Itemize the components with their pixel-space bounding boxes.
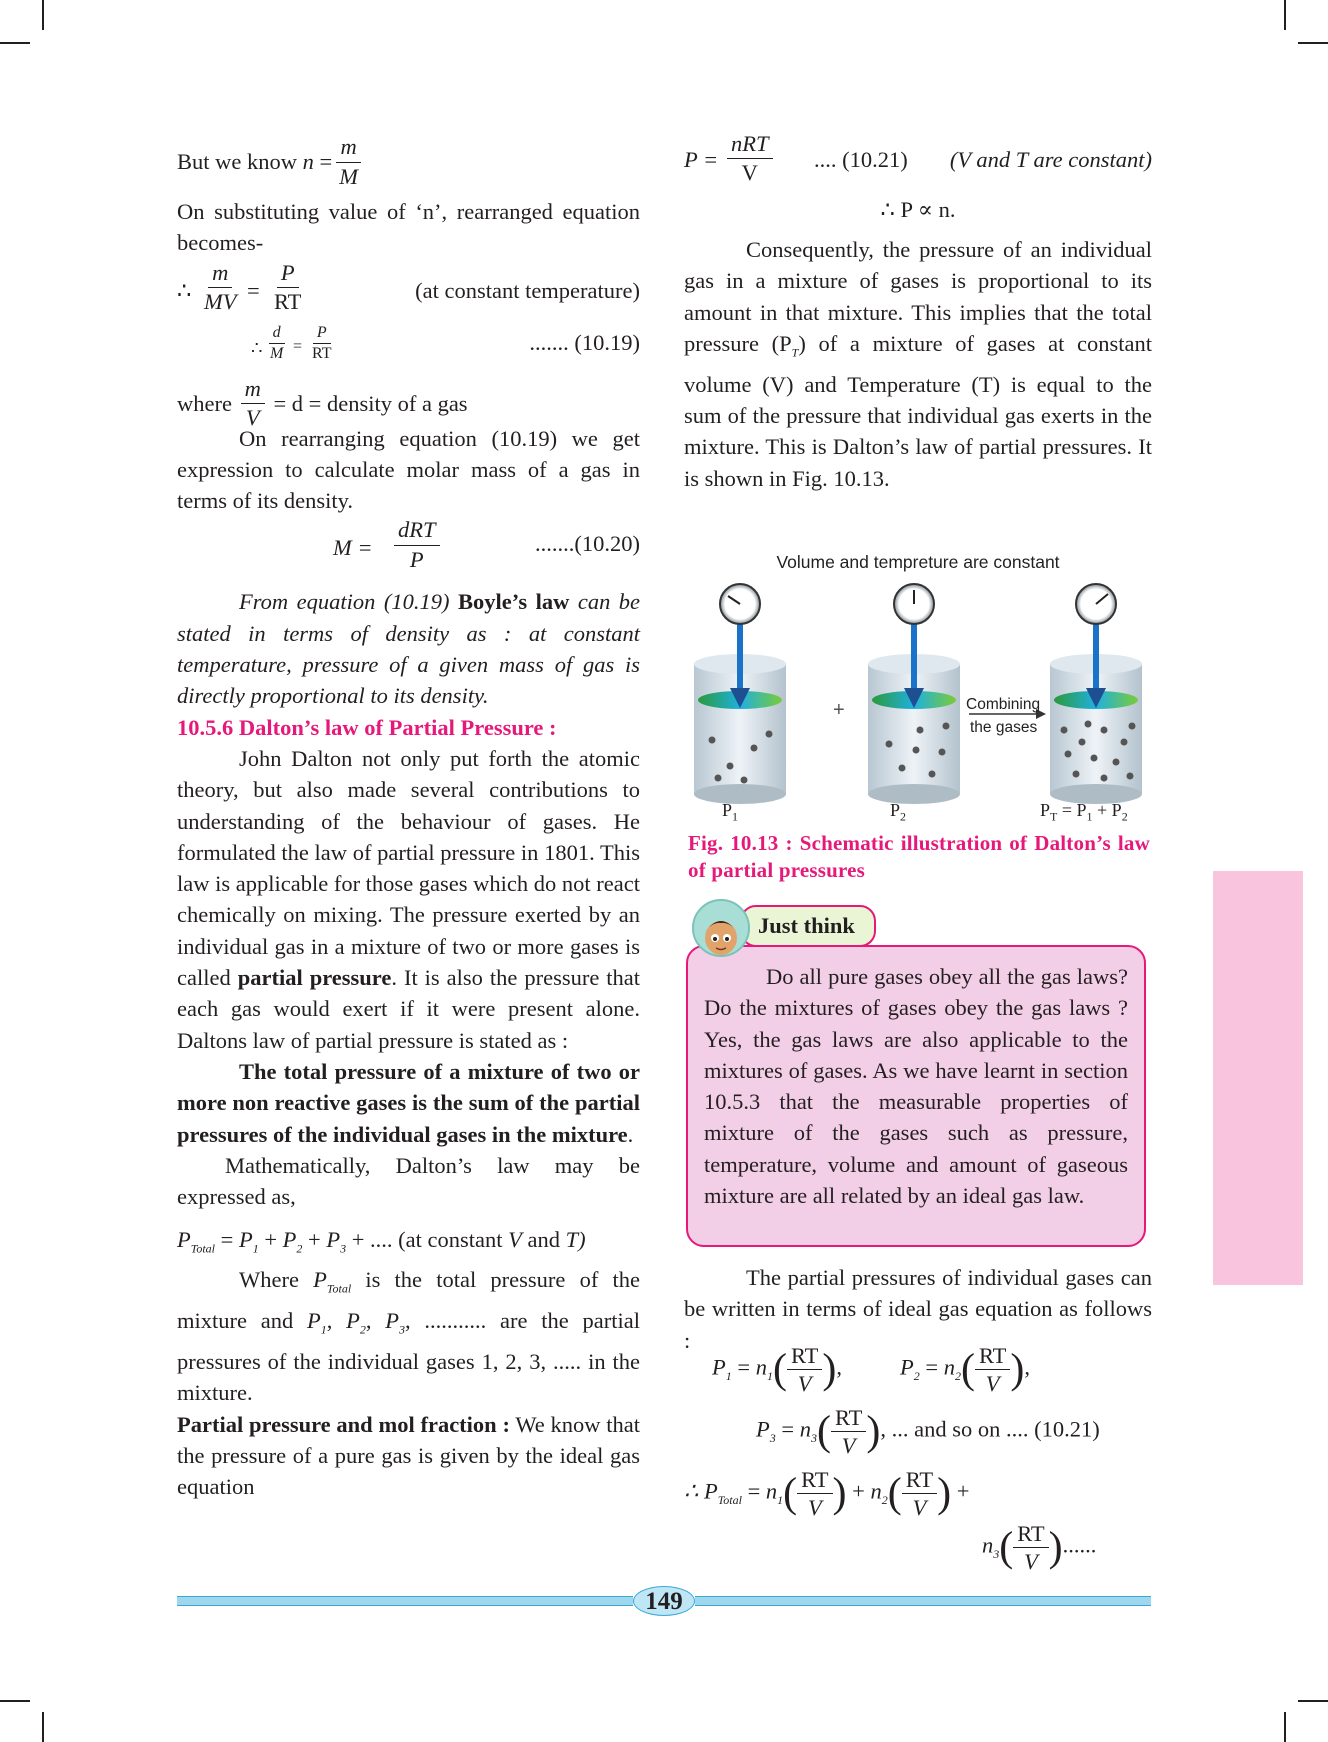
note: (V and T are constant) [949, 147, 1152, 172]
footer-rule-left [177, 1596, 633, 1606]
chapter-side-tab [1213, 871, 1303, 1285]
var: V [508, 1227, 522, 1253]
just-think-text [704, 961, 1128, 1211]
text: , ... and so on .... (10.21) [880, 1416, 1100, 1442]
bold-term: partial [237, 965, 303, 991]
ptotal-equation: $P_{Total} = P_1 + P_2 + P_3$ + .... (at constant V and T) [177, 1227, 586, 1256]
var: P [326, 1227, 341, 1253]
numerator: RT [797, 1466, 832, 1494]
text: can be stated in terms of density as : at constant temperature, pressure of a given mass of gas is directly proportional to its density. [177, 589, 641, 709]
text: From equation (10.19) [239, 589, 450, 615]
denominator: V [741, 160, 758, 186]
eq-p3: $P_3 = n_3$( $\frac{RT}{V}$ ), ... and so on .... (10.21) [756, 1405, 1100, 1458]
crop-mark [1284, 1712, 1286, 1742]
page-number: 149 [633, 1586, 695, 1616]
crop-mark [0, 42, 30, 44]
text: We know that the pressure of a pure gas is given by the ideal gas equation [177, 1411, 640, 1500]
var: n [302, 149, 314, 175]
container-pt [1050, 584, 1142, 804]
var: n [765, 1478, 778, 1504]
var: P [282, 1227, 297, 1253]
text: and [527, 1227, 561, 1253]
subscript: 2 [913, 1369, 920, 1384]
numerator: RT [787, 1342, 822, 1370]
bold-term: pressure [309, 965, 392, 991]
denominator: V [1024, 1549, 1038, 1574]
numerator: RT [831, 1404, 866, 1432]
where-ptotal-para: Where $P_{Total}$ is the total pressure of the mixture and $P_1$, $P_2$, $P_3$, ........... are the partial pressures of the individual gases 1, 2, 3, ..... in the mixture. [177, 1267, 641, 1406]
var: n [799, 1416, 811, 1442]
crop-mark [0, 1700, 30, 1702]
var: P [756, 1416, 770, 1442]
crop-mark [42, 1712, 44, 1742]
numerator: RT [975, 1342, 1010, 1370]
equation-10-19: ∴ $\frac{d}{M}$ = $\frac{P}{RT}$ ....... (10.19) [251, 323, 640, 362]
subscript: T [791, 345, 799, 360]
var: P [900, 1354, 914, 1380]
text: ........... are the partial pressures of the individual gases 1, 2, 3, ..... in the mixture. [177, 1308, 640, 1406]
text: . It is also the pressure that each gas would exert if it were present alone. Daltons law of partial pressure is stated as : [177, 965, 641, 1053]
numerator: m [241, 375, 265, 404]
crop-mark [42, 0, 44, 30]
denominator: V [807, 1495, 822, 1520]
note: (at constant temperature) [415, 277, 640, 303]
equation-label: ....... (10.19) [529, 329, 640, 355]
thinking-boy-icon [690, 898, 752, 962]
fraction [270, 259, 305, 316]
text: P [890, 800, 901, 820]
fraction [727, 130, 773, 187]
var: P [712, 1354, 726, 1380]
lhs: P = [684, 147, 719, 172]
consequently-para [684, 234, 1152, 494]
numerator: P [313, 323, 331, 344]
container-p2 [868, 584, 960, 804]
denominator: M [339, 163, 358, 189]
var: ∴ P [684, 1478, 718, 1504]
figure-svg [684, 548, 1152, 828]
eq-p2: $P_2 = n_2$( $\frac{RT}{V}$ ), [900, 1343, 1030, 1396]
dalton-para [177, 743, 640, 1056]
text: ...... [1062, 1532, 1097, 1558]
text: is the total pressure of the mixture and [177, 1267, 641, 1334]
numerator: d [269, 323, 285, 344]
text: Do all pure gases obey all the gas laws? Do the mixtures of gases obey the gas laws ? Yes, the gas laws are also applicable to the mixtures of gases. As we have learnt in section 10.5.3 that the measurable properties of mixture of the gases such as pressure, temperature, volume and amount of gaseous mixture are all related by an ideal gas law. [704, 964, 1128, 1209]
fraction [335, 133, 362, 190]
numerator: RT [902, 1466, 937, 1494]
just-think-title: Just think [740, 905, 876, 947]
fraction [266, 323, 287, 364]
crop-mark [1298, 1700, 1328, 1702]
denominator: RT [312, 344, 332, 362]
substituting-para: On substituting value of ‘n’, rearranged equation becomes- [177, 199, 640, 256]
denominator: RT [274, 288, 302, 314]
subscript: Total [717, 1493, 742, 1508]
numerator: m [208, 259, 232, 288]
subscript: 2 [900, 809, 907, 824]
equation-label: .... (10.21) [814, 147, 908, 172]
subscript: 1 [732, 809, 739, 824]
text: Where [239, 1267, 299, 1293]
equation-10-20 [177, 516, 640, 580]
denominator: M [270, 344, 284, 362]
dalton-figure [684, 548, 1152, 828]
combining-label: the gases [970, 719, 1038, 736]
mathematically-para: Mathematically, Dalton’s law may be expressed as, [177, 1152, 640, 1210]
eq-ptotal: ∴ $P_{Total} = n_1$( $\frac{RT}{V}$ ) + $n_2$( $\frac{RT}{V}$ ) + [684, 1467, 970, 1520]
crop-mark [1298, 42, 1328, 44]
text: ) of a mixture of gases at constant volume (V) and Temperature (T) is equal to the sum of the pressure that individual gas exerts in the mixture. This is Dalton’s law of partial pressures. It is shown in Fig. 10.13. [684, 330, 1152, 491]
subscript: 1 [725, 1369, 732, 1384]
crop-mark [1284, 0, 1286, 30]
numerator: P [277, 259, 299, 288]
var: n [982, 1532, 994, 1558]
text: + P [1097, 800, 1122, 820]
lhs: M = [333, 535, 373, 561]
just-think-box [686, 945, 1146, 1247]
numerator: RT [1013, 1520, 1048, 1548]
right-column [684, 130, 1152, 494]
plus-sign: + [833, 699, 845, 721]
var: n [943, 1354, 955, 1380]
left-column [177, 130, 640, 1503]
figure-title: Volume and tempreture are constant [776, 552, 1060, 572]
eq-p1: $P_1 = n_1$( $\frac{RT}{V}$ ), [712, 1343, 842, 1396]
footer-rule-right [695, 1596, 1151, 1606]
text: = P [1061, 800, 1087, 820]
var: n [870, 1478, 882, 1504]
rearranging-para: On rearranging equation (10.19) we get expression to calculate molar mass of a gas in terms of its density. [177, 425, 640, 514]
text: Consequently, the pressure of an individual gas in a mixture of gases is proportional to its amount in that mixture. This implies that the total pressure (P [684, 237, 1152, 356]
text: John Dalton not only put forth the atomic theory, but also made several contributions to understanding of the behaviour of gases. He formulated the law of partial pressure in 1801. This law is applicable for those gases which do not react chemically on mixing. The pressure exerted by an individual gas in a mixture of two or more gases is called [177, 745, 640, 991]
denominator: V [985, 1371, 1000, 1396]
subscript: 2 [1121, 809, 1128, 824]
text: The total pressure of a mixture of two or more non reactive gases is the sum of the partial pressures of the individual gases in the mixture [177, 1058, 640, 1147]
subscript: 3 [769, 1431, 776, 1446]
denominator: P [409, 546, 424, 572]
numerator: m [336, 133, 360, 162]
var: n [755, 1354, 767, 1380]
text: P [1040, 800, 1051, 820]
denominator: MV [204, 288, 237, 314]
eq-ptotal-cont: $n_3$( $\frac{RT}{V}$ )...... [982, 1521, 1097, 1574]
numerator: nRT [727, 130, 773, 159]
denominator: V [912, 1495, 927, 1520]
text: P [722, 800, 733, 820]
subscript: T [1050, 809, 1058, 824]
equation-label: .......(10.20) [535, 531, 640, 557]
var: P [177, 1227, 191, 1253]
container-p1 [694, 584, 786, 804]
fraction [394, 516, 440, 573]
boyle-para [177, 586, 640, 711]
law-statement [177, 1056, 640, 1150]
text: But we know [177, 149, 297, 175]
pp-mol-para [177, 1409, 640, 1503]
dalton-heading: 10.5.6 Dalton’s law of Partial Pressure : [177, 714, 557, 740]
denominator: V [245, 405, 260, 431]
subscript: Total [190, 1241, 215, 1256]
label-pt [1040, 800, 1128, 825]
var: P [238, 1227, 253, 1253]
denominator: V [797, 1371, 812, 1396]
proportional-line: ∴ P ∝ n. [880, 197, 956, 222]
text: . [627, 1121, 634, 1147]
equation-10-21 [684, 130, 1152, 194]
numerator: dRT [394, 516, 440, 545]
fraction [308, 323, 335, 364]
label-p1 [722, 800, 738, 825]
text: where [177, 390, 232, 416]
equation-row: ∴ $\frac{m}{MV}$ = $\frac{P}{RT}$ (at constant temperature) [177, 259, 640, 323]
bold-term: Boyle’s law [457, 589, 570, 615]
var: T) [565, 1227, 586, 1253]
fraction [200, 259, 241, 316]
text: + .... (at constant [351, 1227, 503, 1253]
subscript: 1 [1086, 809, 1093, 824]
figure-caption: Fig. 10.13 : Schematic illustration of Dalton’s law of partial pressures [688, 831, 1150, 882]
bold-heading: Partial pressure and mol fraction : [177, 1411, 510, 1437]
text: = d = density of a gas [273, 390, 468, 416]
partial-pressures-para: The partial pressures of individual gases can be written in terms of ideal gas equation as follows : [684, 1265, 1152, 1353]
label-p2 [890, 800, 906, 825]
n-definition: But we know n = $\frac{m}{M}$ [177, 130, 640, 194]
denominator: V [841, 1433, 856, 1458]
combining-label: Combining [966, 696, 1041, 713]
